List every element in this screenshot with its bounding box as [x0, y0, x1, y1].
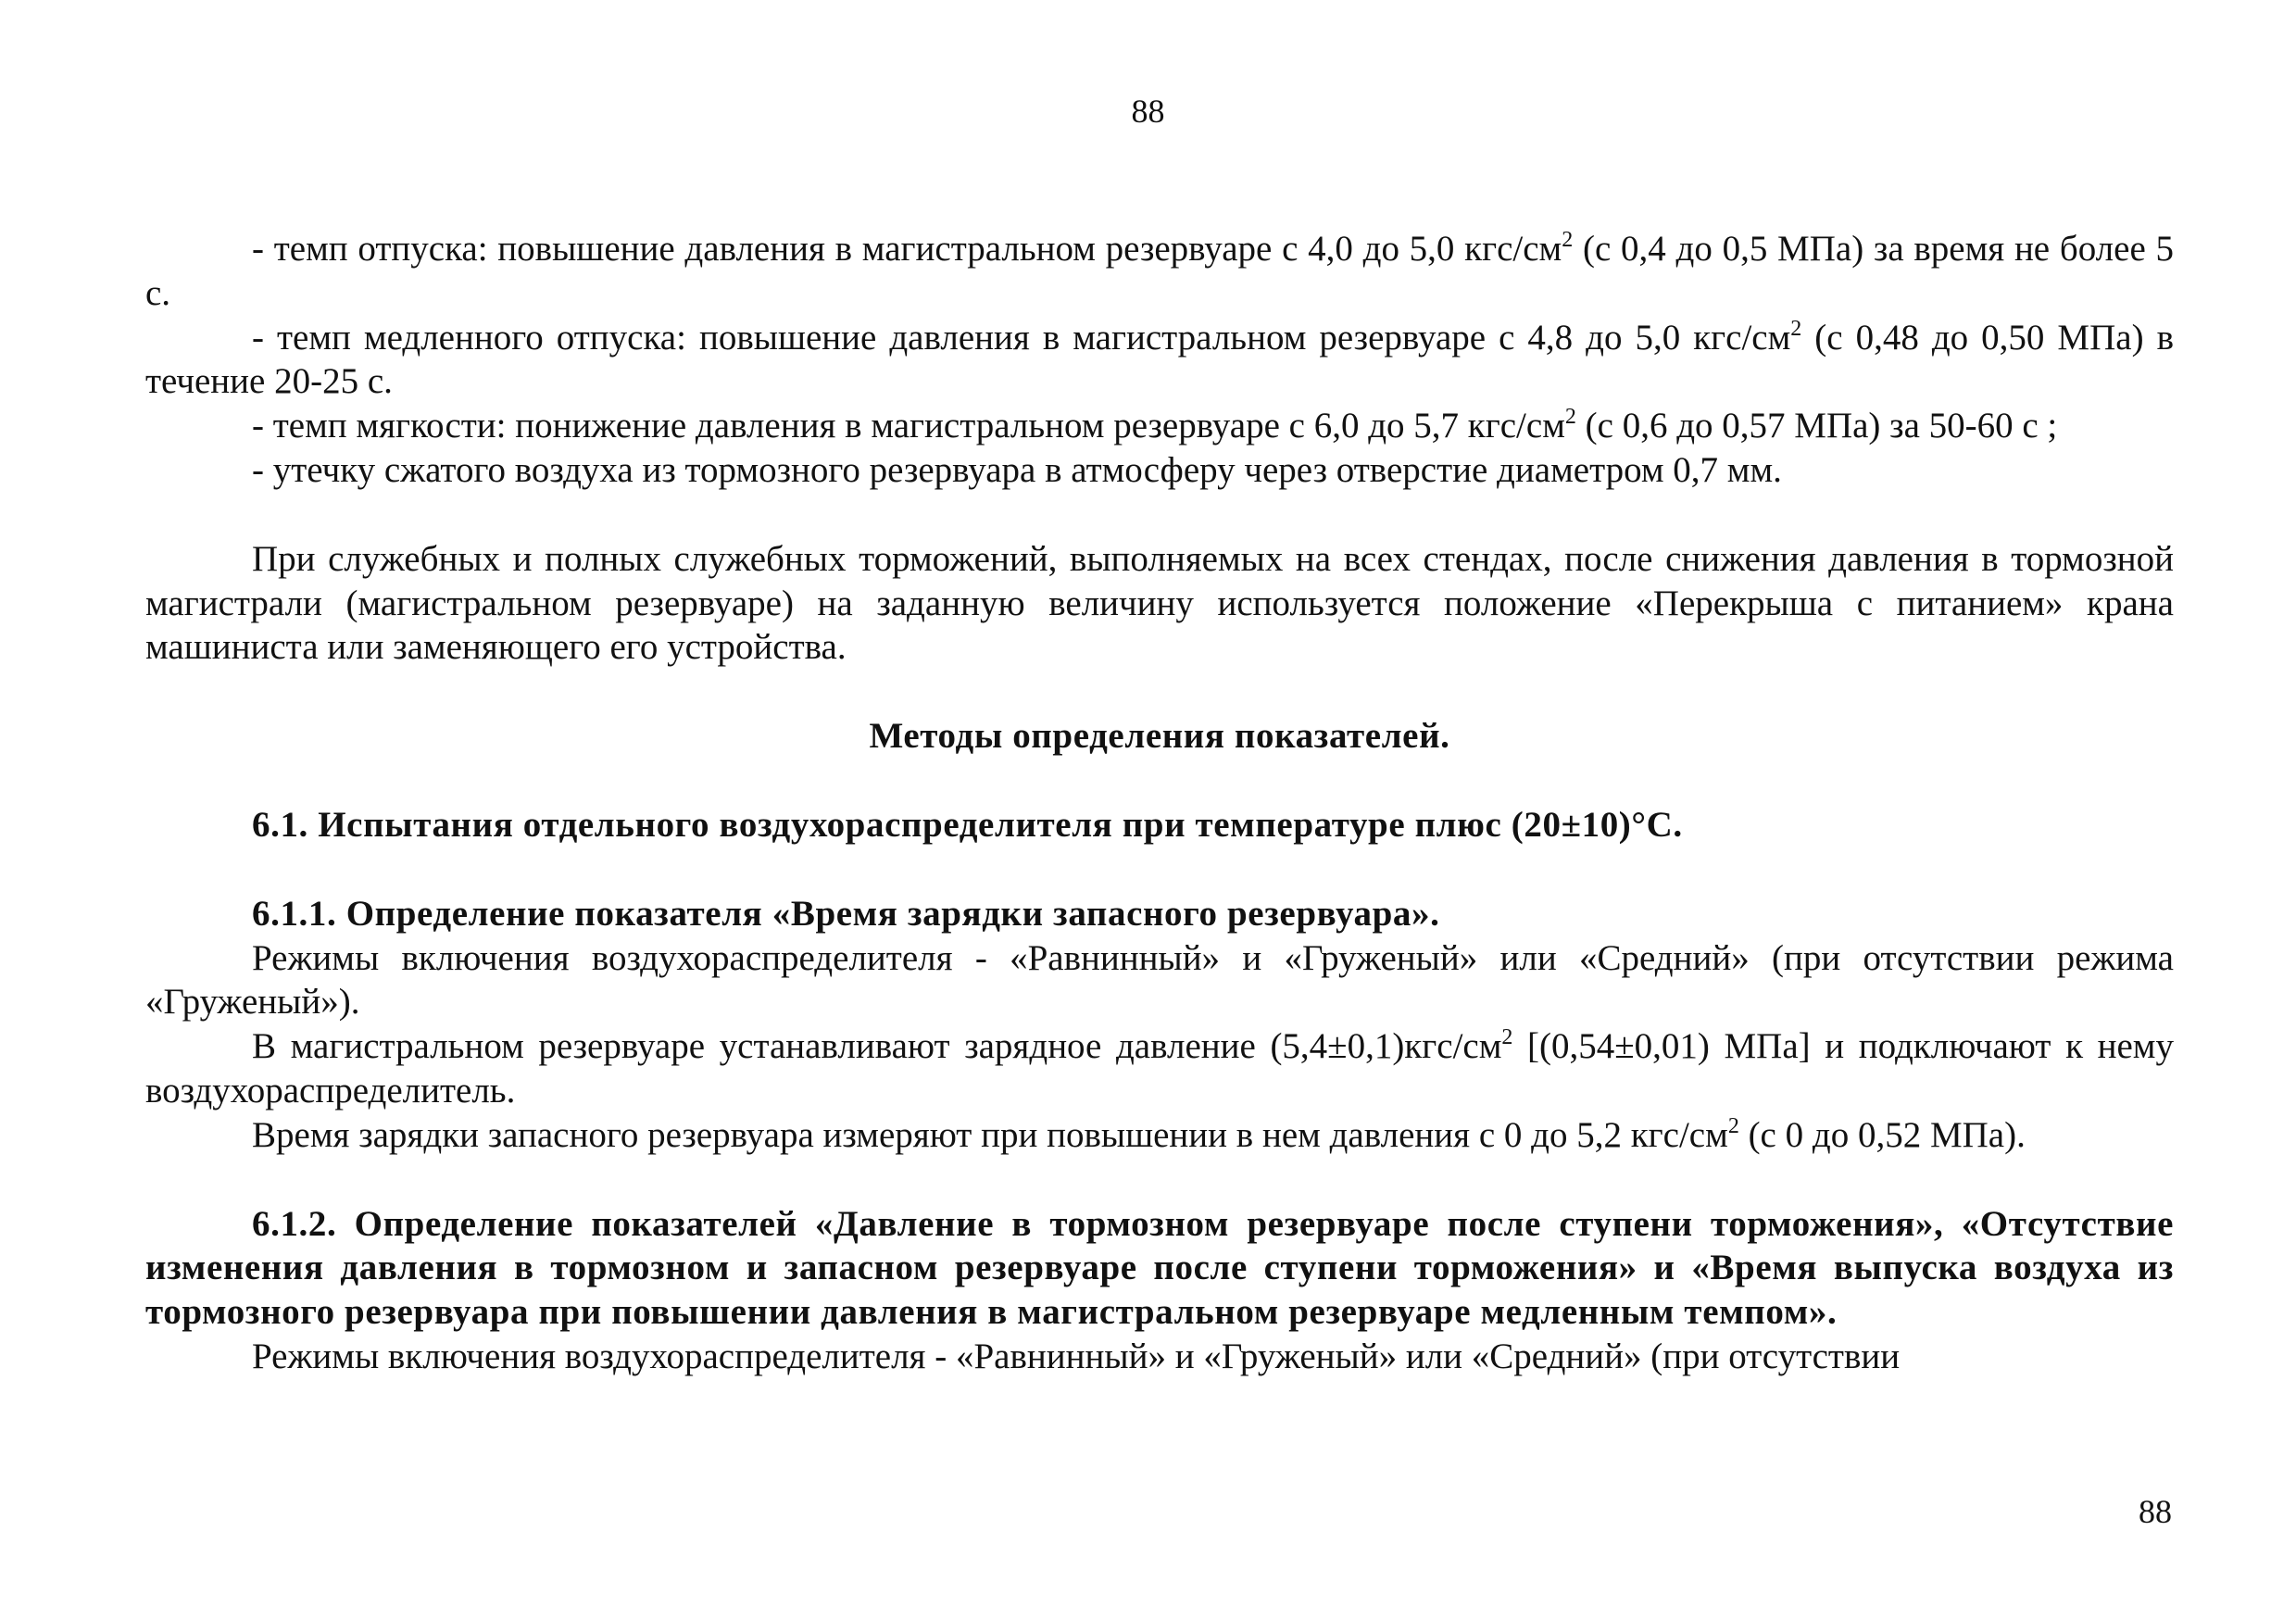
paragraph-6-1-2-modes: Режимы включения воздухораспределителя - «Равнинный» и «Груженый» или «Средний» (при отсутствии — [252, 1336, 1901, 1376]
spacer — [145, 670, 2174, 714]
paragraph-text: [(0,54±0,01) МПа] и подключают к нему воздухораспределитель. — [145, 1026, 2174, 1111]
spacer — [145, 759, 2174, 803]
paragraph-6-1-1-modes: Режимы включения воздухораспределителя - «Равнинный» и «Груженый» или «Средний» (при отсутствии режима «Груженый»). — [145, 937, 2174, 1023]
paragraph-text: В магистральном резервуаре устанавливают зарядное давление (5,4±0,1)кгс/см — [252, 1026, 1502, 1067]
superscript: 2 — [1564, 405, 1576, 430]
list-item-text: (с 0,6 до 0,57 МПа) за 50-60 с ; — [1575, 406, 2058, 446]
superscript: 2 — [1562, 228, 1574, 252]
superscript: 2 — [1790, 316, 1802, 341]
page-number-bottom: 88 — [2139, 1493, 2172, 1530]
spacer — [145, 847, 2174, 892]
list-item-text: - темп отпуска: повышение давления в магистральном резервуаре с 4,0 до 5,0 кгс/см — [252, 229, 1562, 269]
heading-6-1-2: 6.1.2. Определение показателей «Давление в тормозном резервуаре после ступени торможения», «Отсутствие изменения давления в тормозном и запасном резервуаре после ступени торможения» и «Время выпуска воздуха из тормозного резервуара при повышении давления в магистральном резервуаре медленным темпом». — [145, 1203, 2174, 1333]
paragraph-6-1-1-pressure — [145, 1024, 2174, 1113]
list-item-air-leak: - утечку сжатого воздуха из тормозного резервуара в атмосферу через отверстие диаметром 0,7 мм. — [252, 449, 1782, 490]
paragraph-text: Время зарядки запасного резервуара измеряют при повышении в нем давления с 0 до 5,2 кгс/см — [252, 1114, 1728, 1155]
heading-methods: Методы определения показателей. — [869, 716, 1450, 757]
list-item-softness-rate — [145, 404, 2174, 448]
paragraph-service-braking: При служебных и полных служебных торможений, выполняемых на всех стендах, после снижения давления в тормозной магистрали (магистральном резервуаре) на заданную величину используется положение «Перекрыша с питанием» крана машиниста или заменяющего его устройства. — [145, 538, 2174, 668]
heading-6-1-1: 6.1.1. Определение показателя «Время зарядки запасного резервуара». — [252, 893, 1440, 934]
list-item-slow-release-rate — [145, 316, 2174, 405]
superscript: 2 — [1501, 1025, 1513, 1050]
paragraph-text: (с 0 до 0,52 МПа). — [1738, 1114, 2026, 1155]
list-item-text: - темп мягкости: понижение давления в магистральном резервуаре с 6,0 до 5,7 кгс/см — [252, 406, 1565, 446]
paragraph-6-1-1-time — [145, 1113, 2174, 1158]
list-item-text: - темп медленного отпуска: повышение давления в магистральном резервуаре с 4,8 до 5,0 кгс/см — [252, 317, 1791, 358]
page-number-top: 88 — [1131, 93, 1165, 130]
superscript: 2 — [1727, 1113, 1739, 1138]
spacer — [145, 1158, 2174, 1202]
heading-6-1: 6.1. Испытания отдельного воздухораспределителя при температуре плюс (20±10)°С. — [252, 804, 1683, 845]
list-item-text: (с 0,4 до 0,5 МПа) за время не более 5 с. — [145, 229, 2174, 313]
list-item-release-rate — [145, 227, 2174, 316]
list-item-text: (с 0,48 до 0,50 МПа) в течение 20-25 с. — [145, 317, 2174, 402]
body-text — [145, 227, 2174, 1379]
spacer — [145, 493, 2174, 537]
